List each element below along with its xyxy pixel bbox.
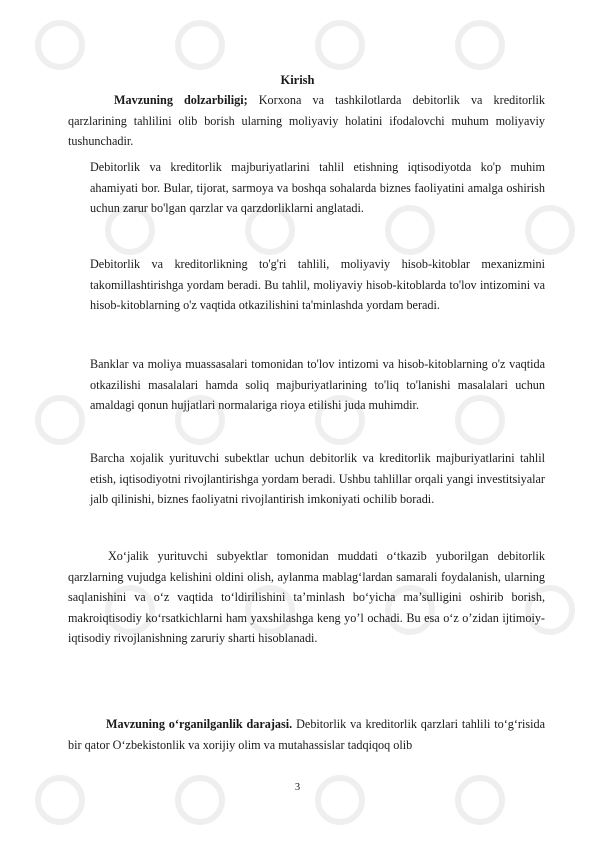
paragraph xyxy=(90,354,545,416)
paragraph-lead: Mavzuning o‘rganilganlik darajasi. xyxy=(106,717,293,731)
paragraph-text: Debitorlik va kreditorlikning to'g'ri tahlili, moliyaviy hisob-kitoblar mexanizmini takomillashtirishga yordam beradi. Bu tahlil, moliyaviy hisob-kitoblarda to'lov intizomini va hisob-kitoblarning o'z vaqtida otkazilishini ta'minlashda yordam beradi. xyxy=(90,257,545,313)
paragraph-text: Xo‘jalik yurituvchi subyektlar tomonidan muddati o‘tkazib yuborilgan debitorlik qarzlarning vujudga kelishini oldini olish, aylanma mablag‘lardan samarali foydalanish, ularning saqlanishini va o‘z vaqtida to‘ldirilishini ta’minlash bo‘yicha ma’sulligini oshirib borish, makroiqtisodiy ko‘rsatkichlarni ham yaxshilashga keng yo’l ochadi. Bu esa o‘z o’zidan ijtimoiy-iqtisodiy rivojlanishning zaruriy sharti hisoblanadi. xyxy=(68,549,545,646)
paragraph xyxy=(90,157,545,219)
paragraph xyxy=(68,546,545,649)
section-title: Kirish xyxy=(280,73,315,87)
paragraph-text: Debitorlik va kreditorlik majburiyatlarini tahlil etishning iqtisodiyotda ko'p muhim ahamiyati bor. Bular, tijorat, sarmoya va boshqa sohalarda biznes faoliyatini amalga oshirish uchun zarur bo'lgan qarzlar va qarzdorliklarni anglatadi. xyxy=(90,160,545,216)
paragraph-text: Banklar va moliya muassasalari tomonidan to'lov intizomi va hisob-kitoblarning o'z vaqtida otkazilishi masalalari hamda soliq majburiyatlarining to'liq to'lanishi masalalari uchun amaldagi qonun hujjatlari normalariga rioya etilishi juda muhimdir. xyxy=(90,357,545,413)
paragraph xyxy=(90,254,545,316)
paragraph-relevance xyxy=(68,90,545,152)
paragraph-lead: Mavzuning dolzarbiligi; xyxy=(114,93,248,107)
paragraph xyxy=(90,448,545,510)
page-number: 3 xyxy=(294,782,301,793)
paragraph-text: Debitorlik va kreditorlik qarzlari tahlili to‘g‘risida bir qator O‘zbekistonlik va xorijiy olim va mutahassislar tadqiqoq olib xyxy=(68,717,545,752)
paragraph-text: Barcha xojalik yurituvchi subektlar uchun debitorlik va kreditorlik majburiyatlarini tahlil etish, iqtisodiyotni rivojlantirishga yordam beradi. Ushbu tahlillar orqali yangi investitsiyalar jalb qilinishi, biznes faoliyatni rivojlantirish imkoniyati ochilib boradi. xyxy=(90,451,545,507)
paragraph-study-level xyxy=(68,714,545,755)
paragraph-text: Korxona va tashkilotlarda debitorlik va kreditorlik qarzlarining tahlilini olib borish ularning moliyaviy holatini ifodalovchi muhum moliyaviy tushunchadir. xyxy=(68,93,545,149)
